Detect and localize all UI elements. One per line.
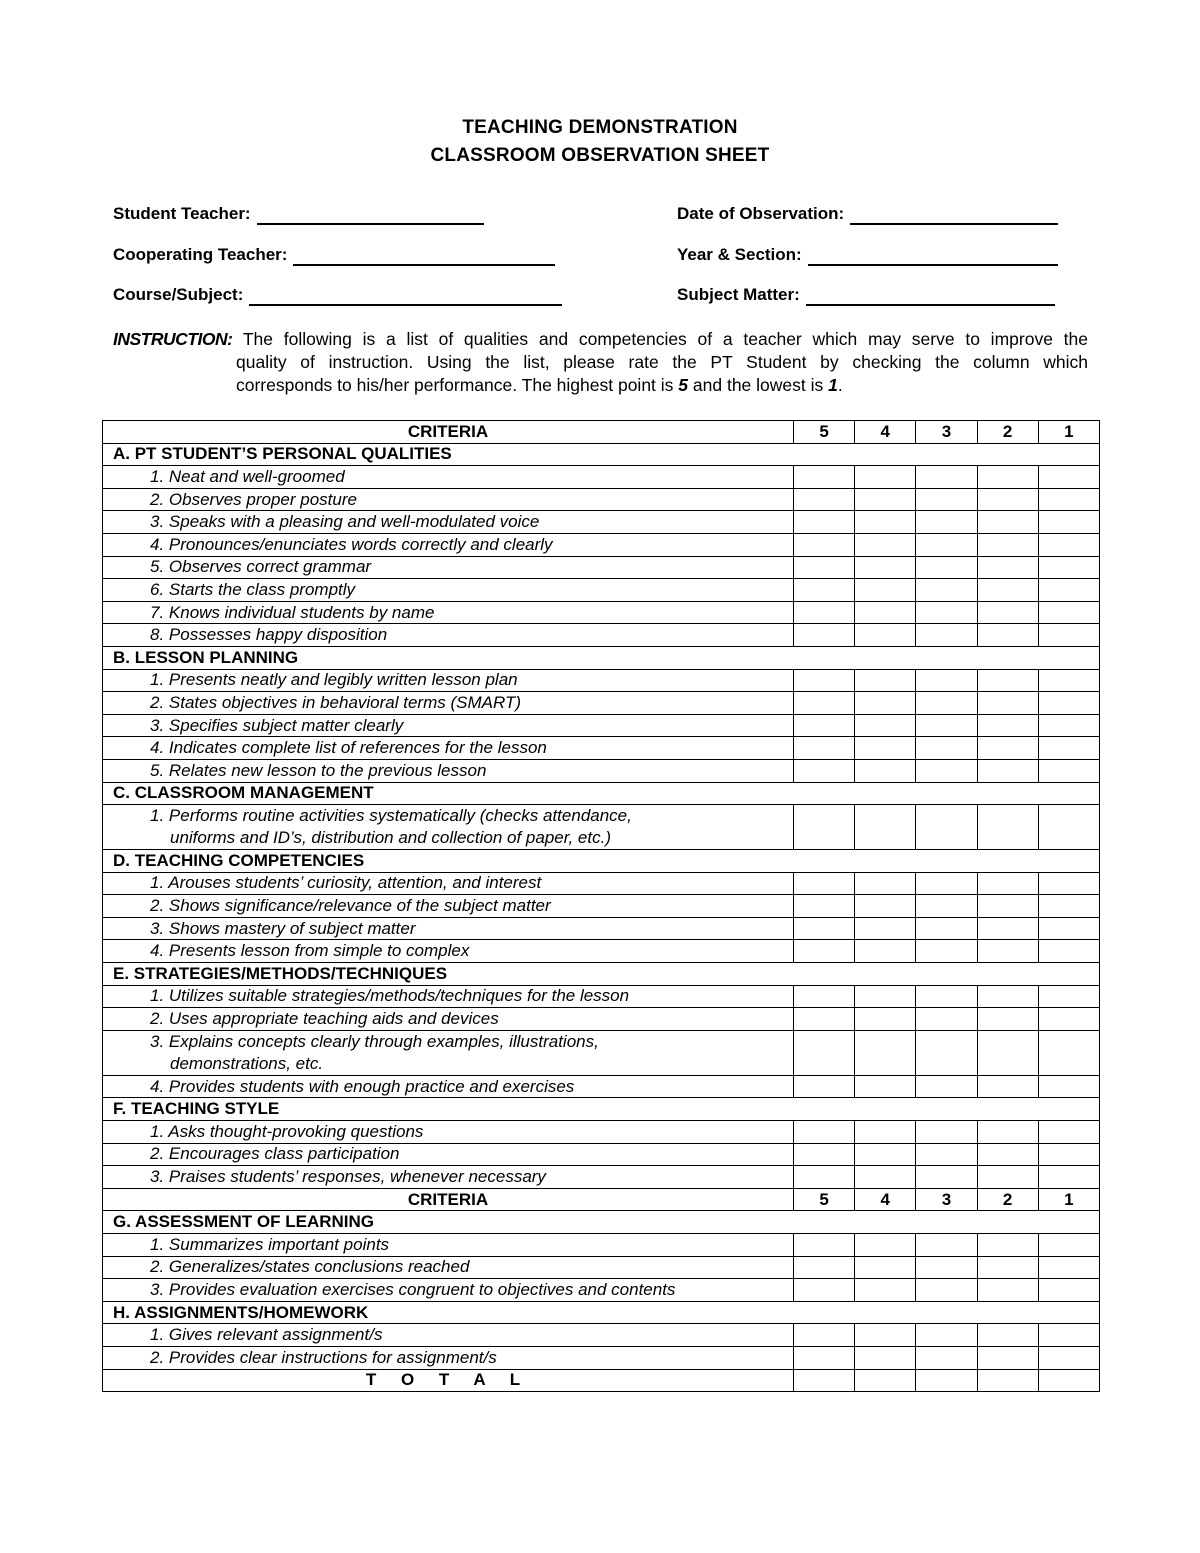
rating-cell-1[interactable] xyxy=(1038,1075,1099,1098)
rating-cell-3[interactable] xyxy=(916,805,977,850)
rating-cell-5[interactable] xyxy=(794,1279,855,1302)
rating-cell-2[interactable] xyxy=(977,533,1038,556)
criterion-row xyxy=(103,1256,1100,1279)
criterion-label-line: demonstrations, etc. xyxy=(170,1053,324,1073)
date-of-observation-field xyxy=(677,203,1058,225)
rating-cell-2[interactable] xyxy=(977,1279,1038,1302)
criterion-label: 2. Observes proper posture xyxy=(103,488,794,511)
rating-cell-4[interactable] xyxy=(855,669,916,692)
rating-cell-1[interactable] xyxy=(1038,917,1099,940)
rating-cell-2[interactable] xyxy=(977,714,1038,737)
rating-cell-3[interactable] xyxy=(916,1166,977,1189)
rating-cell-2[interactable] xyxy=(977,805,1038,850)
rating-cell-2[interactable] xyxy=(977,556,1038,579)
rating-cell-3[interactable] xyxy=(916,940,977,963)
criteria-header: CRITERIA xyxy=(103,421,794,444)
total-cell-3[interactable] xyxy=(916,1369,977,1392)
rating-cell-3[interactable] xyxy=(916,737,977,760)
rating-cell-5[interactable] xyxy=(794,759,855,782)
criterion-label: 1. Asks thought-provoking questions xyxy=(103,1121,794,1144)
rating-cell-2[interactable] xyxy=(977,466,1038,489)
score-header-5: 5 xyxy=(794,421,855,444)
score-header-5: 5 xyxy=(794,1188,855,1211)
rating-cell-3[interactable] xyxy=(916,692,977,715)
rating-cell-3[interactable] xyxy=(916,556,977,579)
total-cell-1[interactable] xyxy=(1038,1369,1099,1392)
rating-cell-2[interactable] xyxy=(977,737,1038,760)
criterion-label: 4. Indicates complete list of references for the lesson xyxy=(103,737,794,760)
rating-cell-2[interactable] xyxy=(977,1234,1038,1257)
criterion-row xyxy=(103,669,1100,692)
section-row xyxy=(103,782,1100,805)
rating-cell-3[interactable] xyxy=(916,466,977,489)
rating-cell-1[interactable] xyxy=(1038,737,1099,760)
rating-cell-3[interactable] xyxy=(916,1008,977,1031)
criterion-row xyxy=(103,714,1100,737)
rating-cell-2[interactable] xyxy=(977,579,1038,602)
criterion-label: 4. Provides students with enough practice and exercises xyxy=(103,1075,794,1098)
criterion-label: 5. Relates new lesson to the previous lesson xyxy=(103,759,794,782)
course-subject-field xyxy=(113,284,562,306)
rating-cell-4[interactable] xyxy=(855,917,916,940)
rating-cell-4[interactable] xyxy=(855,805,916,850)
criterion-label: 1. Arouses students’ curiosity, attention, and interest xyxy=(103,872,794,895)
rating-cell-2[interactable] xyxy=(977,624,1038,647)
criterion-row xyxy=(103,1279,1100,1302)
section-title: F. TEACHING STYLE xyxy=(103,1098,1100,1121)
score-header-4: 4 xyxy=(855,1188,916,1211)
criterion-label: 1. Presents neatly and legibly written lesson plan xyxy=(103,669,794,692)
instruction-line-2: quality of instruction. Using the list, please rate the PT Student by checking the column which xyxy=(236,352,1088,372)
rating-cell-2[interactable] xyxy=(977,692,1038,715)
rating-cell-4[interactable] xyxy=(855,1121,916,1144)
criterion-label: 1. Summarizes important points xyxy=(103,1234,794,1257)
cooperating-teacher-label: Cooperating Teacher: xyxy=(113,245,288,264)
rating-cell-5[interactable] xyxy=(794,872,855,895)
rating-cell-3[interactable] xyxy=(916,1075,977,1098)
rating-cell-1[interactable] xyxy=(1038,985,1099,1008)
rating-cell-5[interactable] xyxy=(794,1030,855,1075)
rating-cell-1[interactable] xyxy=(1038,601,1099,624)
rating-cell-1[interactable] xyxy=(1038,1234,1099,1257)
rating-cell-5[interactable] xyxy=(794,511,855,534)
rating-cell-3[interactable] xyxy=(916,1030,977,1075)
rating-cell-2[interactable] xyxy=(977,1075,1038,1098)
criterion-label: 1. Utilizes suitable strategies/methods/techniques for the lesson xyxy=(103,985,794,1008)
rating-cell-2[interactable] xyxy=(977,601,1038,624)
criterion-row xyxy=(103,511,1100,534)
rating-cell-4[interactable] xyxy=(855,872,916,895)
score-header-1: 1 xyxy=(1038,421,1099,444)
rating-cell-4[interactable] xyxy=(855,1279,916,1302)
rating-cell-5[interactable] xyxy=(794,940,855,963)
rating-cell-4[interactable] xyxy=(855,692,916,715)
criterion-label: 8. Possesses happy disposition xyxy=(103,624,794,647)
page-title: TEACHING DEMONSTRATION xyxy=(462,117,738,138)
rating-cell-1[interactable] xyxy=(1038,805,1099,850)
rating-cell-5[interactable] xyxy=(794,895,855,918)
rating-cell-4[interactable] xyxy=(855,737,916,760)
date-of-observation-line[interactable] xyxy=(850,205,1058,225)
rating-cell-3[interactable] xyxy=(916,511,977,534)
rating-cell-4[interactable] xyxy=(855,895,916,918)
rating-cell-5[interactable] xyxy=(794,1008,855,1031)
rating-cell-5[interactable] xyxy=(794,1075,855,1098)
criteria-header: CRITERIA xyxy=(103,1188,794,1211)
criterion-row xyxy=(103,488,1100,511)
criterion-row xyxy=(103,895,1100,918)
score-header-2: 2 xyxy=(977,421,1038,444)
criterion-row xyxy=(103,1008,1100,1031)
criterion-label: 1. Neat and well-groomed xyxy=(103,466,794,489)
rating-cell-4[interactable] xyxy=(855,1166,916,1189)
section-title: G. ASSESSMENT OF LEARNING xyxy=(103,1211,1100,1234)
lowest-point-value: 1 xyxy=(828,375,838,395)
rating-cell-3[interactable] xyxy=(916,872,977,895)
rating-cell-5[interactable] xyxy=(794,805,855,850)
rating-cell-1[interactable] xyxy=(1038,1121,1099,1144)
rating-cell-1[interactable] xyxy=(1038,1166,1099,1189)
criterion-label: 6. Starts the class promptly xyxy=(103,579,794,602)
cooperating-teacher-field xyxy=(113,244,555,266)
criteria-header-row xyxy=(103,421,1100,444)
rating-cell-3[interactable] xyxy=(916,917,977,940)
criterion-label: 2. States objectives in behavioral terms (SMART) xyxy=(103,692,794,715)
rating-cell-3[interactable] xyxy=(916,579,977,602)
section-title: A. PT STUDENT’S PERSONAL QUALITIES xyxy=(103,443,1100,466)
criteria-header-row xyxy=(103,1188,1100,1211)
rating-cell-4[interactable] xyxy=(855,759,916,782)
rating-cell-4[interactable] xyxy=(855,624,916,647)
rating-cell-3[interactable] xyxy=(916,533,977,556)
section-title: B. LESSON PLANNING xyxy=(103,646,1100,669)
section-title: H. ASSIGNMENTS/HOMEWORK xyxy=(103,1301,1100,1324)
rating-cell-1[interactable] xyxy=(1038,533,1099,556)
subject-matter-label: Subject Matter: xyxy=(677,285,800,304)
section-title: E. STRATEGIES/METHODS/TECHNIQUES xyxy=(103,963,1100,986)
rating-cell-5[interactable] xyxy=(794,1346,855,1369)
rating-cell-1[interactable] xyxy=(1038,511,1099,534)
criterion-row xyxy=(103,1166,1100,1189)
rating-cell-1[interactable] xyxy=(1038,1346,1099,1369)
criterion-row xyxy=(103,985,1100,1008)
rating-cell-3[interactable] xyxy=(916,1143,977,1166)
rating-cell-1[interactable] xyxy=(1038,872,1099,895)
rating-cell-5[interactable] xyxy=(794,714,855,737)
criterion-label: 3. Provides evaluation exercises congruent to objectives and contents xyxy=(103,1279,794,1302)
rating-cell-3[interactable] xyxy=(916,895,977,918)
rating-cell-1[interactable] xyxy=(1038,1324,1099,1347)
score-header-4: 4 xyxy=(855,421,916,444)
rating-cell-5[interactable] xyxy=(794,917,855,940)
rating-cell-1[interactable] xyxy=(1038,1256,1099,1279)
rating-cell-2[interactable] xyxy=(977,985,1038,1008)
section-row xyxy=(103,1211,1100,1234)
instruction-line-3: corresponds to his/her performance. The highest point is 5 and the lowest is 1. xyxy=(236,375,843,395)
rating-cell-5[interactable] xyxy=(794,1166,855,1189)
rating-cell-3[interactable] xyxy=(916,488,977,511)
rating-cell-5[interactable] xyxy=(794,1234,855,1257)
student-teacher-label: Student Teacher: xyxy=(113,204,251,223)
criterion-row xyxy=(103,579,1100,602)
total-cell-4[interactable] xyxy=(855,1369,916,1392)
rating-cell-3[interactable] xyxy=(916,1279,977,1302)
criterion-row xyxy=(103,601,1100,624)
rating-cell-5[interactable] xyxy=(794,556,855,579)
rating-cell-4[interactable] xyxy=(855,985,916,1008)
rating-cell-4[interactable] xyxy=(855,1346,916,1369)
rating-cell-4[interactable] xyxy=(855,1143,916,1166)
rating-cell-4[interactable] xyxy=(855,511,916,534)
rating-cell-5[interactable] xyxy=(794,1256,855,1279)
rating-cell-1[interactable] xyxy=(1038,692,1099,715)
rating-cell-1[interactable] xyxy=(1038,895,1099,918)
rating-cell-5[interactable] xyxy=(794,579,855,602)
criterion-row xyxy=(103,759,1100,782)
rating-cell-5[interactable] xyxy=(794,1121,855,1144)
total-label: T O T A L xyxy=(103,1369,794,1392)
total-row xyxy=(103,1369,1100,1392)
rating-cell-4[interactable] xyxy=(855,1008,916,1031)
criterion-row xyxy=(103,1346,1100,1369)
rating-cell-5[interactable] xyxy=(794,985,855,1008)
section-row xyxy=(103,850,1100,873)
criterion-row xyxy=(103,1234,1100,1257)
rating-cell-2[interactable] xyxy=(977,1121,1038,1144)
instruction-label: INSTRUCTION: xyxy=(113,329,233,349)
rating-cell-2[interactable] xyxy=(977,511,1038,534)
rating-cell-5[interactable] xyxy=(794,488,855,511)
total-cell-2[interactable] xyxy=(977,1369,1038,1392)
rating-cell-1[interactable] xyxy=(1038,1279,1099,1302)
rating-cell-1[interactable] xyxy=(1038,466,1099,489)
rating-cell-5[interactable] xyxy=(794,533,855,556)
criterion-row xyxy=(103,1075,1100,1098)
criterion-row xyxy=(103,872,1100,895)
rating-cell-3[interactable] xyxy=(916,1256,977,1279)
year-section-field xyxy=(677,244,1058,266)
rating-cell-2[interactable] xyxy=(977,488,1038,511)
rating-cell-5[interactable] xyxy=(794,1324,855,1347)
student-teacher-field xyxy=(113,203,484,225)
criterion-row xyxy=(103,1030,1100,1075)
section-title: C. CLASSROOM MANAGEMENT xyxy=(103,782,1100,805)
rating-cell-2[interactable] xyxy=(977,895,1038,918)
rating-cell-4[interactable] xyxy=(855,1075,916,1098)
criterion-row xyxy=(103,533,1100,556)
year-section-label: Year & Section: xyxy=(677,245,802,264)
rating-cell-2[interactable] xyxy=(977,759,1038,782)
criterion-row xyxy=(103,1143,1100,1166)
instruction-block xyxy=(113,328,1088,397)
rating-cell-1[interactable] xyxy=(1038,624,1099,647)
section-row xyxy=(103,443,1100,466)
year-section-line[interactable] xyxy=(808,246,1058,266)
criterion-row xyxy=(103,466,1100,489)
rating-cell-3[interactable] xyxy=(916,759,977,782)
rating-cell-4[interactable] xyxy=(855,466,916,489)
criterion-label: 4. Pronounces/enunciates words correctly and clearly xyxy=(103,533,794,556)
criterion-row xyxy=(103,917,1100,940)
rating-cell-3[interactable] xyxy=(916,985,977,1008)
criterion-row xyxy=(103,1324,1100,1347)
rating-cell-2[interactable] xyxy=(977,872,1038,895)
criterion-label-line: 1. Performs routine activities systematically (checks attendance, xyxy=(150,806,632,826)
rating-cell-4[interactable] xyxy=(855,533,916,556)
rating-cell-5[interactable] xyxy=(794,692,855,715)
course-subject-line[interactable] xyxy=(249,286,562,306)
rating-cell-1[interactable] xyxy=(1038,1030,1099,1075)
rating-cell-1[interactable] xyxy=(1038,579,1099,602)
criterion-label: 1. Gives relevant assignment/s xyxy=(103,1324,794,1347)
criterion-label: 5. Observes correct grammar xyxy=(103,556,794,579)
rating-cell-4[interactable] xyxy=(855,714,916,737)
rating-cell-3[interactable] xyxy=(916,1324,977,1347)
criterion-label: 2. Encourages class participation xyxy=(103,1143,794,1166)
rating-cell-4[interactable] xyxy=(855,579,916,602)
rating-cell-2[interactable] xyxy=(977,1030,1038,1075)
criterion-row xyxy=(103,940,1100,963)
rating-cell-2[interactable] xyxy=(977,1324,1038,1347)
section-row xyxy=(103,646,1100,669)
criterion-label: 2. Shows significance/relevance of the subject matter xyxy=(103,895,794,918)
total-cell-5[interactable] xyxy=(794,1369,855,1392)
rating-cell-2[interactable] xyxy=(977,1008,1038,1031)
criterion-label-line: uniforms and ID’s, distribution and collection of paper, etc.) xyxy=(170,828,611,848)
criterion-label: 3. Speaks with a pleasing and well-modulated voice xyxy=(103,511,794,534)
rating-cell-1[interactable] xyxy=(1038,556,1099,579)
rating-cell-1[interactable] xyxy=(1038,759,1099,782)
rating-cell-3[interactable] xyxy=(916,1234,977,1257)
criterion-label: 3. Shows mastery of subject matter xyxy=(103,917,794,940)
rating-cell-4[interactable] xyxy=(855,601,916,624)
section-row xyxy=(103,1301,1100,1324)
criterion-label: 4. Presents lesson from simple to complex xyxy=(103,940,794,963)
criterion-label: 2. Uses appropriate teaching aids and devices xyxy=(103,1008,794,1031)
page-subtitle: CLASSROOM OBSERVATION SHEET xyxy=(430,145,770,166)
rating-cell-2[interactable] xyxy=(977,1166,1038,1189)
date-of-observation-label: Date of Observation: xyxy=(677,204,845,223)
rating-cell-5[interactable] xyxy=(794,624,855,647)
rating-cell-3[interactable] xyxy=(916,624,977,647)
criterion-row xyxy=(103,805,1100,850)
rating-cell-2[interactable] xyxy=(977,1143,1038,1166)
rating-cell-5[interactable] xyxy=(794,737,855,760)
rating-cell-5[interactable] xyxy=(794,601,855,624)
rating-cell-3[interactable] xyxy=(916,1346,977,1369)
rating-cell-2[interactable] xyxy=(977,669,1038,692)
subject-matter-line[interactable] xyxy=(806,286,1055,306)
criteria-table xyxy=(102,420,1100,1392)
rating-cell-1[interactable] xyxy=(1038,488,1099,511)
criterion-row xyxy=(103,737,1100,760)
highest-point-value: 5 xyxy=(678,375,689,395)
criterion-row xyxy=(103,556,1100,579)
instruction-line-1: The following is a list of qualities and competencies of a teacher which may serve to improve the xyxy=(242,329,1089,349)
score-header-3: 3 xyxy=(916,1188,977,1211)
course-subject-label: Course/Subject: xyxy=(113,285,244,304)
rating-cell-5[interactable] xyxy=(794,466,855,489)
subject-matter-field xyxy=(677,284,1055,306)
rating-cell-4[interactable] xyxy=(855,556,916,579)
criterion-label xyxy=(103,805,794,850)
rating-cell-2[interactable] xyxy=(977,917,1038,940)
criterion-label-line: 3. Explains concepts clearly through examples, illustrations, xyxy=(150,1031,599,1051)
criterion-label: 3. Specifies subject matter clearly xyxy=(103,714,794,737)
rating-cell-2[interactable] xyxy=(977,940,1038,963)
rating-cell-5[interactable] xyxy=(794,669,855,692)
criterion-label: 7. Knows individual students by name xyxy=(103,601,794,624)
criterion-row xyxy=(103,624,1100,647)
criterion-row xyxy=(103,692,1100,715)
rating-cell-1[interactable] xyxy=(1038,1143,1099,1166)
rating-cell-5[interactable] xyxy=(794,1143,855,1166)
criterion-label: 3. Praises students’ responses, whenever necessary xyxy=(103,1166,794,1189)
rating-cell-4[interactable] xyxy=(855,488,916,511)
score-header-3: 3 xyxy=(916,421,977,444)
score-header-1: 1 xyxy=(1038,1188,1099,1211)
rating-cell-4[interactable] xyxy=(855,1234,916,1257)
rating-cell-3[interactable] xyxy=(916,1121,977,1144)
section-row xyxy=(103,963,1100,986)
rating-cell-4[interactable] xyxy=(855,1256,916,1279)
section-row xyxy=(103,1098,1100,1121)
criterion-label: 2. Provides clear instructions for assignment/s xyxy=(103,1346,794,1369)
rating-cell-1[interactable] xyxy=(1038,1008,1099,1031)
rating-cell-4[interactable] xyxy=(855,1030,916,1075)
rating-cell-3[interactable] xyxy=(916,714,977,737)
criterion-label xyxy=(103,1030,794,1075)
criterion-label: 2. Generalizes/states conclusions reached xyxy=(103,1256,794,1279)
rating-cell-1[interactable] xyxy=(1038,940,1099,963)
rating-cell-1[interactable] xyxy=(1038,669,1099,692)
rating-cell-1[interactable] xyxy=(1038,714,1099,737)
criterion-row xyxy=(103,1121,1100,1144)
rating-cell-2[interactable] xyxy=(977,1256,1038,1279)
cooperating-teacher-line[interactable] xyxy=(293,246,555,266)
rating-cell-3[interactable] xyxy=(916,669,977,692)
student-teacher-line[interactable] xyxy=(257,205,484,225)
rating-cell-4[interactable] xyxy=(855,1324,916,1347)
rating-cell-2[interactable] xyxy=(977,1346,1038,1369)
section-title: D. TEACHING COMPETENCIES xyxy=(103,850,1100,873)
score-header-2: 2 xyxy=(977,1188,1038,1211)
rating-cell-4[interactable] xyxy=(855,940,916,963)
rating-cell-3[interactable] xyxy=(916,601,977,624)
